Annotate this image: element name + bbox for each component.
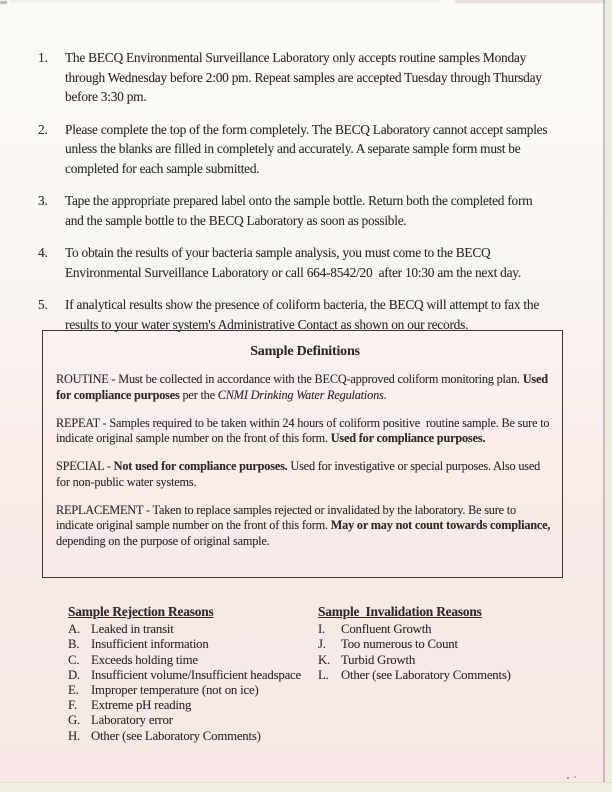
scan-speck-bottom-right [566, 776, 578, 780]
reason-letter: I. [318, 622, 326, 637]
instruction-text: Tape the appropriate prepared label onto the sample bottle. Return both the completed form and the sample bottle to the BECQ Laboratory as soon as possible. [65, 193, 536, 228]
reason-text: Other (see Laboratory Comments) [341, 667, 511, 682]
instruction-number: 2. [38, 121, 48, 137]
scan-speck-top-left [0, 1, 7, 4]
reason-item [68, 653, 316, 668]
reason-letter: L. [318, 667, 329, 682]
reason-item [318, 653, 578, 668]
instruction-list [38, 48, 551, 347]
definition-routine: ROUTINE - Must be collected in accordance with the BECQ-approved coliform monitoring plan. Used for compliance purposes per the CNMI Drinking Water Regulations. [56, 372, 551, 402]
reason-letter: K. [318, 652, 331, 667]
scan-smudge-top [10, 0, 440, 2]
reason-letter: H. [68, 728, 81, 743]
instruction-number: 1. [38, 50, 48, 65]
instruction-item-4 [38, 243, 548, 282]
reason-text: Turbid Growth [341, 652, 416, 667]
invalidation-reasons-title: Sample Invalidation Reasons [318, 604, 482, 619]
reason-letter: J. [318, 637, 326, 652]
instruction-number: 4. [38, 245, 48, 260]
reason-letter: C. [68, 652, 80, 667]
reason-item [318, 637, 578, 652]
instruction-number: 5. [38, 297, 48, 312]
instruction-text: If analytical results show the presence of coliform bacteria, the BECQ will attempt to fax the results to your water system's Administrative Contact as shown on our records. [65, 297, 543, 332]
instruction-text: The BECQ Environmental Surveillance Laboratory only accepts routine samples Monday through Wednesday before 2:00 pm. Repeat samples are accepted Tuesday through Thursday before 3:30 pm. [65, 50, 545, 104]
scan-smudge-top-right [455, 0, 612, 3]
reason-letter: E. [68, 683, 79, 698]
definition-replacement: REPLACEMENT - Taken to replace samples rejected or invalidated by the laboratory. Be sure to indicate original sample number on the front of this form. May or may not count towards compliance, depending on the purpose of original sample. [56, 502, 554, 548]
reason-item [68, 668, 316, 683]
rejection-reasons-title: Sample Rejection Reasons [68, 604, 214, 619]
reason-item [68, 622, 316, 637]
reason-item [68, 683, 316, 698]
reason-item [68, 729, 316, 744]
instruction-text: To obtain the results of your bacteria sample analysis, you must come to the BECQ Environmental Surveillance Laboratory or call 664-8542/20 after 10:30 am the next day. [65, 245, 521, 280]
instruction-text: Please complete the top of the form completely. The BECQ Laboratory cannot accept samples unless the blanks are filled in completely and accurately. A separate sample form must be completed for each sample submitted. [65, 121, 551, 176]
definition-repeat: REPEAT - Samples required to be taken within 24 hours of coliform positive routine sample. Be sure to indicate original sample number on the front of this form. Used for compliance purposes. [56, 415, 553, 445]
instruction-item-1 [38, 48, 548, 107]
invalidation-reasons-section [318, 604, 578, 683]
reason-item [318, 668, 578, 683]
reason-text: Exceeds holding time [91, 652, 198, 667]
reason-letter: G. [68, 713, 81, 728]
sample-definitions-title: Sample Definitions [250, 344, 360, 359]
reason-item [68, 713, 316, 728]
page-edge-strip [605, 0, 612, 792]
reason-item [68, 637, 316, 652]
reason-text: Confluent Growth [341, 622, 432, 637]
reason-item [318, 622, 578, 637]
page-edge-line [603, 0, 605, 792]
instruction-item-2 [38, 120, 551, 179]
reason-letter: A. [68, 622, 81, 637]
reason-text: Insufficient volume/Insufficient headspace [91, 667, 302, 682]
rejection-reasons-section [68, 604, 316, 744]
reason-text: Other (see Laboratory Comments) [91, 728, 261, 743]
instruction-item-5 [38, 295, 548, 334]
definition-special: SPECIAL - Not used for compliance purposes. Used for investigative or special purposes. Also used for non-public water systems. [56, 459, 543, 489]
bottom-scan-strip [0, 782, 612, 792]
reason-text: Leaked in transit [91, 622, 174, 637]
reason-text: Extreme pH reading [91, 698, 192, 713]
instruction-item-3 [38, 191, 548, 230]
reason-text: Insufficient information [91, 637, 209, 652]
reason-letter: D. [68, 667, 81, 682]
reason-letter: B. [68, 637, 80, 652]
instruction-number: 3. [38, 193, 48, 208]
reason-text: Improper temperature (not on ice) [91, 683, 259, 698]
reason-text: Too numerous to Count [341, 637, 458, 652]
sample-definitions-box [42, 330, 563, 578]
reason-text: Laboratory error [91, 713, 173, 728]
reason-letter: F. [68, 698, 77, 713]
reason-item [68, 698, 316, 713]
